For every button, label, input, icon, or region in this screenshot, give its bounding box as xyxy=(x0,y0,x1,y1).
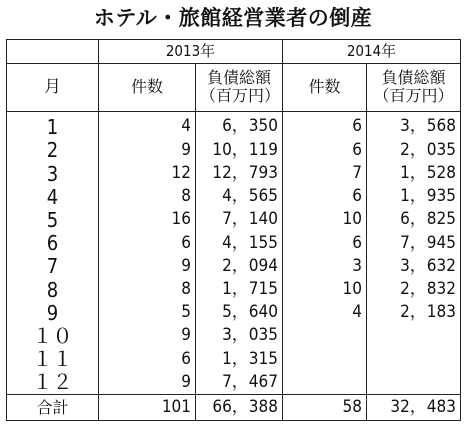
month-cell: 7 xyxy=(7,255,99,278)
count-2014-header: 件数 xyxy=(283,63,367,111)
table-row xyxy=(7,324,461,347)
count-2013-cell: 5 xyxy=(99,301,196,324)
month-cell: １０ xyxy=(7,324,99,347)
count-2013-cell: 8 xyxy=(99,185,196,208)
debt-2013-cell: 4，155 xyxy=(196,232,283,255)
debt-2013-header-line2: （百万円） xyxy=(200,86,281,106)
page-title: ホテル・旅館経営業者の倒産 xyxy=(93,6,373,30)
month-cell: 5 xyxy=(7,208,99,231)
debt-2013-cell: 7，140 xyxy=(196,208,283,231)
debt-2014-cell xyxy=(367,371,461,395)
debt-2014-header-line1: 負債総額 xyxy=(381,67,446,87)
month-cell: 6 xyxy=(7,232,99,255)
debt-2014-cell xyxy=(367,324,461,347)
month-cell: 9 xyxy=(7,301,99,324)
month-cell: 2 xyxy=(7,139,99,162)
total-label: 合計 xyxy=(7,395,99,421)
table-row xyxy=(7,301,461,324)
count-2014-cell xyxy=(283,324,367,347)
debt-2014-header xyxy=(367,63,461,111)
count-2014-cell: 10 xyxy=(283,278,367,301)
count-2013-cell: 9 xyxy=(99,371,196,395)
debt-2014-cell: 3，632 xyxy=(367,255,461,278)
debt-2014-cell: 6，825 xyxy=(367,208,461,231)
table-row xyxy=(7,208,461,231)
count-2014-cell xyxy=(283,371,367,395)
debt-2013-cell: 3，035 xyxy=(196,324,283,347)
count-2014-cell xyxy=(283,348,367,371)
month-cell: 8 xyxy=(7,278,99,301)
count-2014-cell: 6 xyxy=(283,139,367,162)
count-2013-cell: 9 xyxy=(99,139,196,162)
debt-2013-cell: 6，350 xyxy=(196,112,283,139)
month-cell: 1 xyxy=(7,112,99,139)
count-2014-cell: 3 xyxy=(283,255,367,278)
month-header: 月 xyxy=(7,63,99,111)
month-cell: １１ xyxy=(7,348,99,371)
debt-2013-header xyxy=(196,63,283,111)
total-count-2014: 58 xyxy=(283,395,367,421)
count-2014-cell: 4 xyxy=(283,301,367,324)
corner-cell xyxy=(7,40,99,64)
debt-2014-cell xyxy=(367,348,461,371)
debt-2014-cell: 2，832 xyxy=(367,278,461,301)
count-2013-header: 件数 xyxy=(99,63,196,111)
table-row xyxy=(7,162,461,185)
year-2014-header: 2014年 xyxy=(283,40,461,64)
table-row xyxy=(7,348,461,371)
table-row xyxy=(7,371,461,395)
count-2014-cell: 10 xyxy=(283,208,367,231)
table-row xyxy=(7,112,461,139)
debt-2014-cell: 2，183 xyxy=(367,301,461,324)
debt-2013-header-line1: 負債総額 xyxy=(206,67,271,87)
debt-2013-cell: 1，315 xyxy=(196,348,283,371)
debt-2014-header-line2: （百万円） xyxy=(373,86,454,106)
debt-2013-cell: 10，119 xyxy=(196,139,283,162)
count-2013-cell: 16 xyxy=(99,208,196,231)
bankruptcy-table xyxy=(6,39,461,421)
count-2014-cell: 7 xyxy=(283,162,367,185)
count-2014-cell: 6 xyxy=(283,112,367,139)
total-count-2013: 101 xyxy=(99,395,196,421)
count-2013-cell: 4 xyxy=(99,112,196,139)
debt-2013-cell: 5，640 xyxy=(196,301,283,324)
debt-2014-cell: 7，945 xyxy=(367,232,461,255)
count-2013-cell: 9 xyxy=(99,324,196,347)
count-2013-cell: 6 xyxy=(99,232,196,255)
table-row xyxy=(7,278,461,301)
column-header-row xyxy=(7,63,461,111)
count-2014-cell: 6 xyxy=(283,232,367,255)
total-row xyxy=(7,395,461,421)
debt-2014-cell: 1，528 xyxy=(367,162,461,185)
table-row xyxy=(7,139,461,162)
month-cell: 3 xyxy=(7,162,99,185)
debt-2013-cell: 2，094 xyxy=(196,255,283,278)
debt-2013-cell: 12，793 xyxy=(196,162,283,185)
count-2013-cell: 6 xyxy=(99,348,196,371)
count-2013-cell: 8 xyxy=(99,278,196,301)
total-debt-2014: 32，483 xyxy=(367,395,461,421)
month-cell: 4 xyxy=(7,185,99,208)
year-header-row xyxy=(7,40,461,64)
data-rows xyxy=(7,112,461,395)
debt-2014-cell: 2，035 xyxy=(367,139,461,162)
year-2013-header: 2013年 xyxy=(99,40,283,64)
debt-2013-cell: 7，467 xyxy=(196,371,283,395)
debt-2014-cell: 3，568 xyxy=(367,112,461,139)
table-row xyxy=(7,185,461,208)
table-row xyxy=(7,255,461,278)
count-2013-cell: 12 xyxy=(99,162,196,185)
debt-2013-cell: 1，715 xyxy=(196,278,283,301)
table-row xyxy=(7,232,461,255)
month-cell: １２ xyxy=(7,371,99,395)
debt-2013-cell: 4，565 xyxy=(196,185,283,208)
total-debt-2013: 66，388 xyxy=(196,395,283,421)
count-2013-cell: 9 xyxy=(99,255,196,278)
count-2014-cell: 6 xyxy=(283,185,367,208)
debt-2014-cell: 1，935 xyxy=(367,185,461,208)
